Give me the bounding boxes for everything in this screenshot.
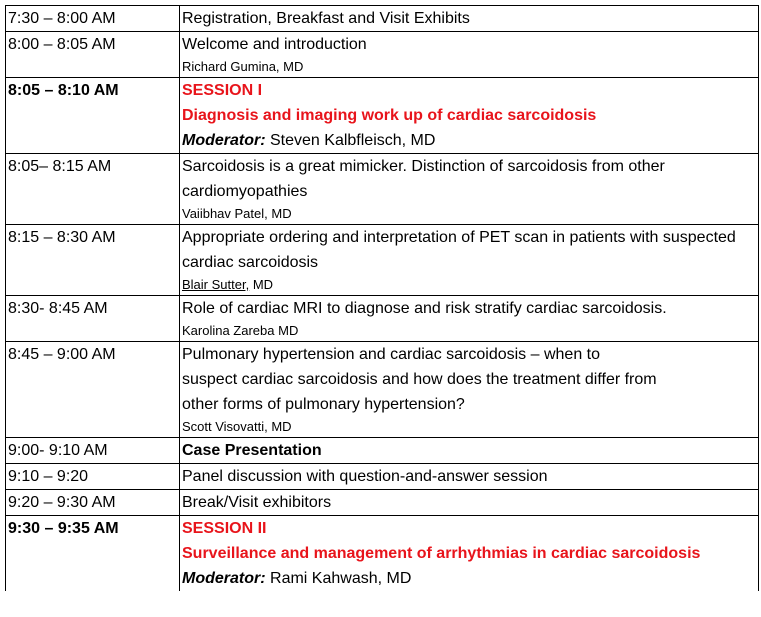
row-content	[180, 78, 759, 154]
row-content	[180, 296, 759, 342]
row-time: 9:00- 9:10 AM	[6, 438, 180, 464]
row-title: Sarcoidosis is a great mimicker. Distinction of sarcoidosis from other cardiomyopathies	[182, 158, 665, 200]
moderator-name: Steven Kalbfleisch, MD	[265, 132, 436, 149]
row-title-line: suspect cardiac sarcoidosis and how does the treatment differ from	[182, 371, 657, 388]
row-time: 8:30- 8:45 AM	[6, 296, 180, 342]
speaker-name-underlined: Blair Sutter,	[182, 277, 250, 292]
row-time: 8:45 – 9:00 AM	[6, 342, 180, 438]
row-content	[180, 154, 759, 225]
row-title: Welcome and introduction	[182, 36, 367, 53]
row-time: 9:10 – 9:20	[6, 464, 180, 490]
row-content	[180, 225, 759, 296]
session-label: SESSION II	[182, 520, 267, 537]
agenda-row	[6, 490, 759, 516]
speaker-suffix: MD	[249, 277, 274, 292]
row-content	[180, 32, 759, 78]
row-speaker	[182, 275, 758, 295]
row-title: Registration, Breakfast and Visit Exhibits	[182, 10, 470, 27]
session-row	[6, 516, 759, 592]
session-label: SESSION I	[182, 82, 263, 99]
row-time: 8:00 – 8:05 AM	[6, 32, 180, 78]
row-title-line: other forms of pulmonary hypertension?	[182, 396, 465, 413]
agenda-row	[6, 464, 759, 490]
agenda-table	[5, 5, 759, 591]
session-title: Surveillance and management of arrhythmias in cardiac sarcoidosis	[182, 545, 701, 562]
agenda-row	[6, 32, 759, 78]
agenda-row	[6, 154, 759, 225]
row-time: 7:30 – 8:00 AM	[6, 6, 180, 32]
moderator-name: Rami Kahwash, MD	[265, 570, 412, 587]
moderator-label: Moderator:	[182, 132, 266, 149]
moderator-label: Moderator:	[182, 570, 266, 587]
row-content	[180, 342, 759, 438]
moderator-line	[182, 128, 758, 153]
row-title: Role of cardiac MRI to diagnose and risk stratify cardiac sarcoidosis.	[182, 300, 667, 317]
row-time: 9:30 – 9:35 AM	[6, 516, 180, 592]
row-content	[180, 6, 759, 32]
agenda-row	[6, 6, 759, 32]
row-time: 8:15 – 8:30 AM	[6, 225, 180, 296]
row-content	[180, 464, 759, 490]
row-speaker: Vaiibhav Patel, MD	[182, 206, 292, 221]
agenda-row	[6, 438, 759, 464]
agenda-row	[6, 342, 759, 438]
session-row	[6, 78, 759, 154]
moderator-line	[182, 566, 758, 591]
row-speaker: Scott Visovatti, MD	[182, 419, 292, 434]
row-speaker: Karolina Zareba MD	[182, 323, 299, 338]
row-time: 8:05– 8:15 AM	[6, 154, 180, 225]
session-title: Diagnosis and imaging work up of cardiac sarcoidosis	[182, 107, 597, 124]
agenda-row	[6, 296, 759, 342]
row-title: Break/Visit exhibitors	[182, 494, 332, 511]
row-title-line: Pulmonary hypertension and cardiac sarcoidosis – when to	[182, 346, 601, 363]
row-content	[180, 490, 759, 516]
row-title: Case Presentation	[182, 442, 322, 459]
row-time: 8:05 – 8:10 AM	[6, 78, 180, 154]
agenda-row	[6, 225, 759, 296]
row-content	[180, 516, 759, 592]
row-time: 9:20 – 9:30 AM	[6, 490, 180, 516]
row-content	[180, 438, 759, 464]
row-title: Appropriate ordering and interpretation of PET scan in patients with suspected cardiac sarcoidosis	[182, 229, 736, 271]
row-speaker: Richard Gumina, MD	[182, 59, 304, 74]
row-title: Panel discussion with question-and-answer session	[182, 468, 548, 485]
